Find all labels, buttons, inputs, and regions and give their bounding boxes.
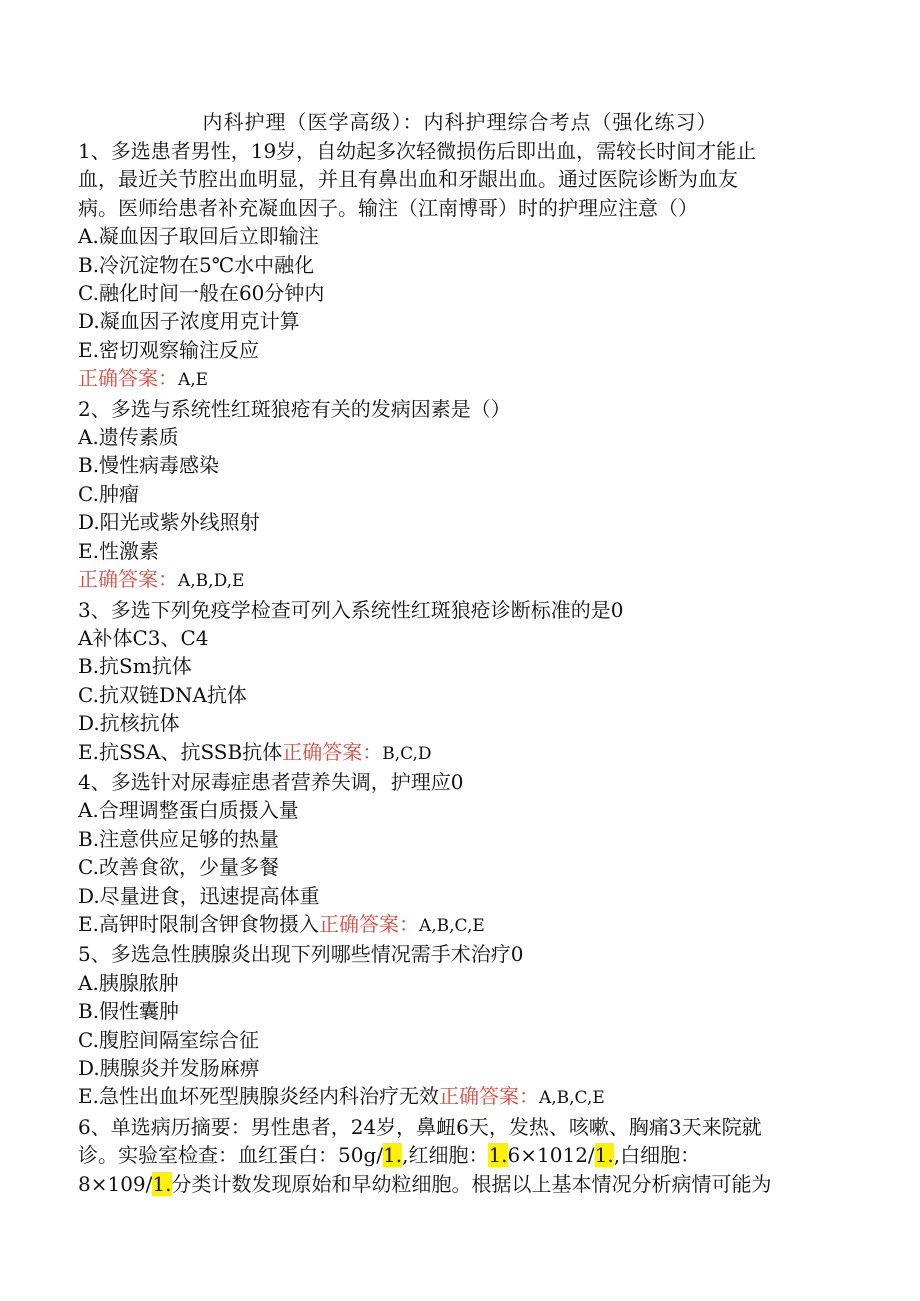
question-4-option-e: E.高钾时限制含钾食物摄入 xyxy=(78,911,319,936)
text-segment: 分类计数发现原始和早幼粒细胞。根据以上基本情况分析病情可能为 xyxy=(171,1171,772,1196)
answer-value: A,B,C,E xyxy=(538,1088,605,1109)
highlighted-text: 1. xyxy=(383,1143,403,1168)
question-2-option-e: E.性激素 xyxy=(78,538,159,563)
question-2-option-b: B.慢性病毒感染 xyxy=(78,453,220,478)
question-1-stem-line-3: 病。医师给患者补充凝血因子。输注（江南博哥）时的护理应注意（） xyxy=(78,195,698,220)
answer-value: A,B,C,E xyxy=(418,915,485,936)
text-segment: 8×109/ xyxy=(78,1171,153,1196)
question-3-option-c: C.抗双链DNA抗体 xyxy=(78,682,247,707)
text-segment: ,白细胞： xyxy=(613,1143,701,1168)
question-1-stem-line-2: 血，最近关节腔出血明显，并且有鼻出血和牙龈出血。通过医院诊断为血友 xyxy=(78,167,738,192)
question-2-option-a: A.遗传素质 xyxy=(78,425,179,450)
question-1-option-e: E.密切观察输注反应 xyxy=(78,337,259,362)
question-1-option-b: B.冷沉淀物在5℃水中融化 xyxy=(78,252,315,277)
question-3-option-e-with-answer xyxy=(78,738,848,768)
question-4-option-d: D.尽量进食，迅速提高体重 xyxy=(78,883,320,908)
question-1-option-d: D.凝血因子浓度用克计算 xyxy=(78,309,300,334)
question-1-answer xyxy=(78,364,848,394)
question-1-stem-line-1: 1、多选患者男性，19岁，自幼起多次轻微损伤后即出血，需较长时间才能止 xyxy=(78,139,757,163)
question-3-stem: 3、多选下列免疫学检查可列入系统性红斑狼疮诊断标准的是0 xyxy=(78,597,624,622)
question-5-option-e: E.急性出血坏死型胰腺炎经内科治疗无效 xyxy=(78,1084,439,1109)
question-2-answer xyxy=(78,565,848,595)
question-5-option-d: D.胰腺炎并发肠麻痹 xyxy=(78,1056,260,1080)
question-5-stem: 5、多选急性胰腺炎出现下列哪些情况需手术治疗0 xyxy=(78,942,524,967)
answer-value: A,E xyxy=(178,370,209,391)
question-4-stem: 4、多选针对尿毒症患者营养失调，护理应0 xyxy=(78,769,464,794)
question-5-option-b: B.假性囊肿 xyxy=(78,999,180,1024)
question-6-stem-line-1: 6、单选病历摘要：男性患者，24岁，鼻衄6天，发热、咳嗽、胸痛3天来院就 xyxy=(78,1114,762,1139)
question-list xyxy=(78,137,848,1198)
answer-value: B,C,D xyxy=(382,743,432,764)
answer-value: A,B,D,E xyxy=(178,571,245,592)
question-6-stem-line-3 xyxy=(78,1170,848,1198)
answer-label: 正确答案： xyxy=(78,366,178,391)
text-segment: 诊。实验室检查：血红蛋白：50g/ xyxy=(78,1143,383,1168)
highlighted-text: 1. xyxy=(594,1143,614,1168)
question-2-option-c: C.肿瘤 xyxy=(78,481,139,506)
text-segment: ,红细胞： xyxy=(402,1143,489,1168)
question-3-option-a: A补体C3、C4 xyxy=(78,625,209,650)
question-4-option-e-with-answer xyxy=(78,910,848,940)
question-4-option-a: A.合理调整蛋白质摄入量 xyxy=(78,798,299,823)
question-5-option-a: A.胰腺脓肿 xyxy=(78,970,179,995)
answer-label: 正确答案： xyxy=(78,567,178,592)
question-2-option-d: D.阳光或紫外线照射 xyxy=(78,510,260,535)
question-6-stem-line-2 xyxy=(78,1141,848,1169)
question-5-option-e-with-answer xyxy=(78,1082,848,1112)
question-5-option-c: C.腹腔间隔室综合征 xyxy=(78,1027,259,1052)
highlighted-text: 1. xyxy=(488,1143,508,1168)
highlighted-text: 1. xyxy=(152,1171,172,1196)
question-2-stem: 2、多选与系统性红斑狼疮有关的发病因素是（） xyxy=(78,396,511,421)
answer-label: 正确答案： xyxy=(318,911,419,936)
question-3-option-b: B.抗Sm抗体 xyxy=(78,654,192,679)
question-3-option-d: D.抗核抗体 xyxy=(78,711,180,736)
page-title: 内科护理（医学高级）：内科护理综合考点（强化练习） xyxy=(202,110,718,134)
question-3-option-e: E.抗SSA、抗SSB抗体 xyxy=(78,739,283,764)
text-segment: 6×1012/ xyxy=(507,1143,595,1168)
question-1-option-c: C.融化时间一般在60分钟内 xyxy=(78,281,325,306)
answer-label: 正确答案： xyxy=(438,1084,539,1109)
answer-label: 正确答案： xyxy=(282,739,383,764)
question-4-option-b: B.注意供应足够的热量 xyxy=(78,826,280,851)
question-4-option-c: C.改善食欲，少量多餐 xyxy=(78,855,279,880)
question-1-option-a: A.凝血因子取回后立即输注 xyxy=(78,224,319,249)
